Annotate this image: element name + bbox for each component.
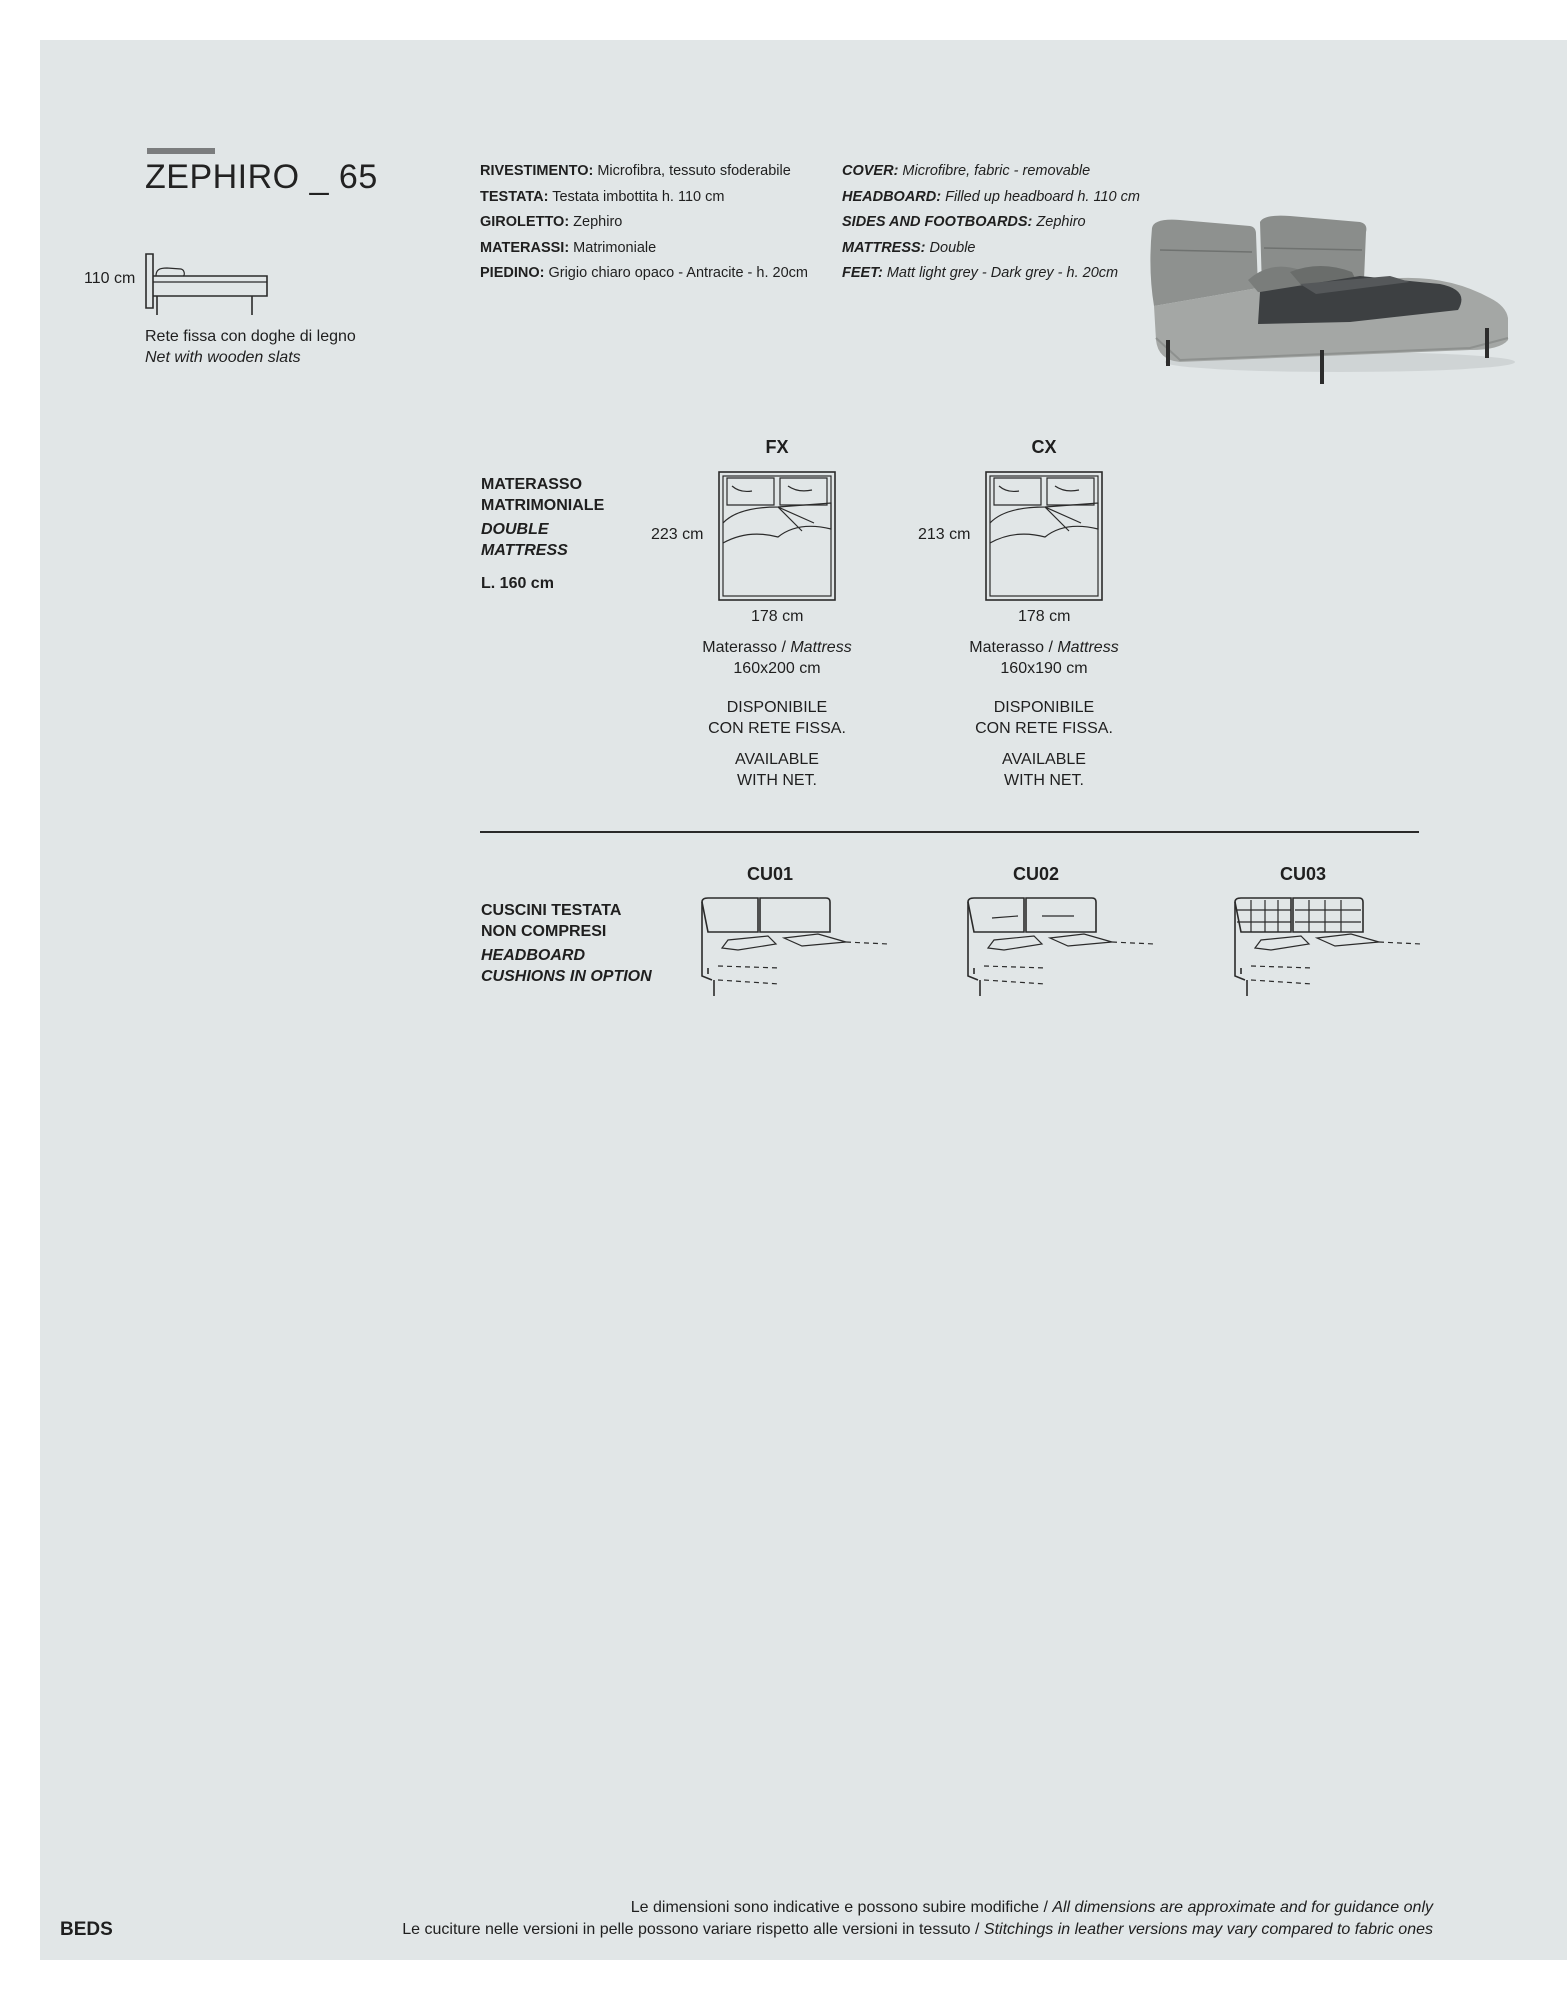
net-description-en: Net with wooden slats: [145, 349, 301, 366]
cx-bed-top-view: [985, 471, 1103, 601]
net-description-it: Rete fissa con doghe di legno: [145, 328, 356, 345]
specs-english: [842, 159, 1140, 287]
cushion-code-cu02: CU02: [1012, 864, 1060, 884]
cushion-label-it-line2: NON COMPRESI: [481, 923, 607, 940]
fx-mattress-size: 160x200 cm: [733, 660, 821, 677]
spec-value: Microfibra, tessuto sfoderabile: [593, 163, 791, 179]
spec-row: [842, 261, 1140, 287]
spec-label: RIVESTIMENTO:: [480, 163, 594, 179]
product-title: ZEPHIRO _ 65: [145, 158, 378, 196]
spec-row: [480, 236, 808, 262]
title-accent-bar: [147, 148, 215, 154]
specs-italian: [480, 159, 808, 287]
section-divider: [480, 831, 1419, 833]
cu03-headboard-drawing: [1231, 896, 1421, 1000]
spec-label: MATERASSI:: [480, 239, 570, 256]
headboard-height-label: 110 cm: [84, 270, 136, 287]
mattress-section-label: [481, 474, 604, 594]
spec-row: [842, 210, 1140, 236]
fx-availability-en-1: AVAILABLE: [735, 751, 819, 768]
cx-mattress-label-en: Mattress: [1057, 639, 1119, 656]
spec-value: Matrimoniale: [569, 239, 657, 256]
spec-row: [842, 185, 1140, 211]
mattress-label-it-line1: MATERASSO: [481, 476, 583, 493]
fx-length: 223 cm: [651, 526, 704, 543]
spec-row: [480, 210, 808, 236]
spec-row: [842, 159, 1140, 185]
cushion-label-it-line1: CUSCINI TESTATA: [481, 902, 622, 919]
cx-availability-it-2: CON RETE FISSA.: [975, 720, 1113, 737]
cushion-label-en-line1: HEADBOARD: [481, 947, 585, 964]
cx-availability-it-1: DISPONIBILE: [993, 699, 1095, 716]
mattress-width-label: L. 160 cm: [481, 575, 554, 592]
cx-width: 178 cm: [1018, 608, 1071, 625]
spec-label: SIDES AND FOOTBOARDS:: [842, 214, 1033, 230]
cx-mattress-size: 160x190 cm: [1000, 660, 1088, 677]
spec-row: [842, 236, 1140, 262]
spec-label: FEET:: [842, 265, 883, 281]
fx-availability-it-1: DISPONIBILE: [726, 699, 828, 716]
footer-note-stitching: [402, 1921, 1433, 1939]
footer-note-dimensions-it: Le dimensioni sono indicative e possono subire modifiche /: [630, 1899, 1053, 1916]
cu01-headboard-drawing: [698, 896, 888, 1000]
cx-length: 213 cm: [918, 526, 971, 543]
spec-value: Double: [925, 239, 976, 256]
footer-note-stitching-en: Stitchings in leather versions may vary compared to fabric ones: [983, 1921, 1433, 1938]
mattress-label-it-line2: MATRIMONIALE: [481, 497, 605, 514]
spec-value: Microfibre, fabric - removable: [898, 163, 1091, 179]
cx-mattress-label: Materasso /: [969, 639, 1053, 656]
spec-label: PIEDINO:: [480, 265, 545, 281]
spec-value: Zephiro: [569, 214, 623, 230]
cushion-label-en-line2: CUSHIONS IN OPTION: [481, 968, 652, 985]
bed-product-image: [1140, 210, 1520, 390]
cx-mattress-info: [944, 637, 1144, 791]
spec-label: COVER:: [842, 163, 899, 179]
cx-availability-en-1: AVAILABLE: [1002, 751, 1086, 768]
spec-row: [480, 159, 808, 185]
fx-mattress-label: Materasso /: [702, 639, 786, 656]
fx-bed-top-view: [718, 471, 836, 601]
spec-label: TESTATA:: [480, 188, 549, 205]
cushion-code-cu01: CU01: [746, 864, 794, 884]
net-description: [145, 326, 356, 368]
cx-availability-en-2: WITH NET.: [1004, 772, 1084, 789]
fx-availability-en-2: WITH NET.: [737, 772, 817, 789]
footer-note-dimensions: [631, 1899, 1433, 1917]
spec-label: GIROLETTO:: [480, 214, 570, 230]
mattress-label-en-line2: MATTRESS: [481, 542, 568, 559]
footer-note-stitching-it: Le cuciture nelle versioni in pelle possono variare rispetto alle versioni in tessuto /: [402, 1921, 984, 1938]
spec-row: [480, 185, 808, 211]
section-name: BEDS: [60, 1919, 113, 1940]
spec-row: [480, 261, 808, 287]
option-code-fx: FX: [765, 437, 789, 457]
spec-value: Matt light grey - Dark grey - h. 20cm: [882, 265, 1119, 281]
spec-value: Grigio chiaro opaco - Antracite - h. 20cm: [544, 265, 808, 281]
cushion-section-label: [481, 900, 652, 987]
fx-width: 178 cm: [751, 608, 804, 625]
spec-value: Filled up headboard h. 110 cm: [941, 188, 1140, 205]
footer-note-dimensions-en: All dimensions are approximate and for guidance only: [1052, 1899, 1433, 1916]
bed-side-profile-drawing: [145, 252, 270, 318]
spec-label: MATTRESS:: [842, 239, 926, 256]
fx-mattress-info: [677, 637, 877, 791]
cushion-code-cu03: CU03: [1279, 864, 1327, 884]
mattress-label-en-line1: DOUBLE: [481, 521, 549, 538]
option-code-cx: CX: [1031, 437, 1057, 457]
fx-availability-it-2: CON RETE FISSA.: [708, 720, 846, 737]
fx-mattress-label-en: Mattress: [790, 639, 852, 656]
spec-value: Zephiro: [1032, 214, 1086, 230]
spec-value: Testata imbottita h. 110 cm: [548, 188, 725, 205]
spec-label: HEADBOARD:: [842, 188, 942, 205]
cu02-headboard-drawing: [964, 896, 1154, 1000]
